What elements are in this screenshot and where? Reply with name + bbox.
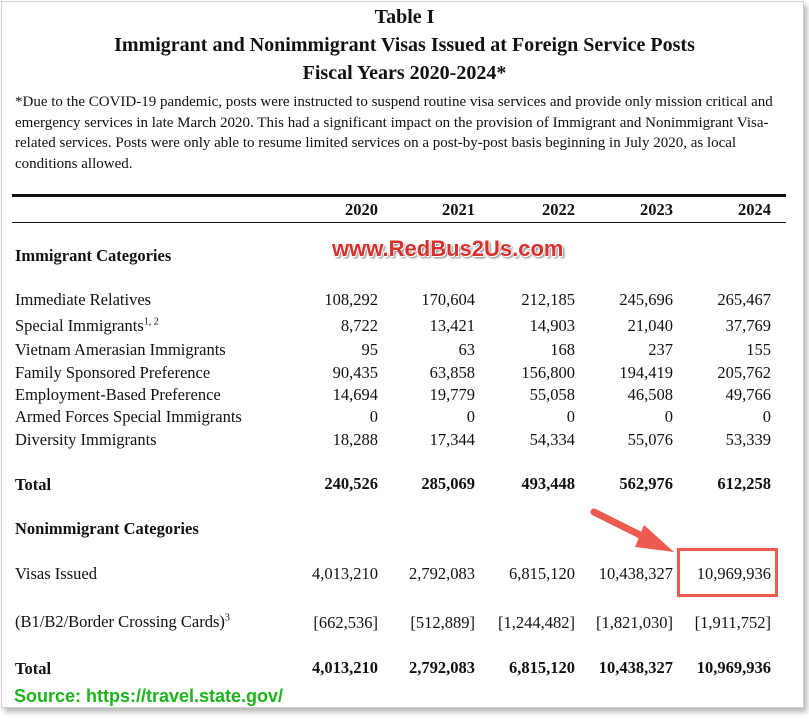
- year-header-2021: 2021: [442, 200, 475, 219]
- table-cell: 21,040: [627, 316, 673, 335]
- table-cell: [1,244,482]: [498, 613, 575, 632]
- table-cell: 2,792,083: [409, 658, 475, 677]
- table-cell: [662,536]: [313, 613, 378, 632]
- table-cell: 245,696: [619, 290, 673, 309]
- table-cell: 6,815,120: [509, 564, 575, 583]
- nonimmigrant-total-label: Total: [15, 659, 52, 678]
- table-cell: 55,058: [529, 385, 575, 404]
- row-label-visas-issued: Visas Issued: [15, 564, 97, 583]
- footnote-marker: 1, 2: [143, 316, 159, 328]
- highlighted-cell: 10,969,936: [696, 564, 771, 583]
- table-cell: 205,762: [717, 363, 771, 382]
- row-label-diversity: Diversity Immigrants: [15, 430, 157, 449]
- table-cell: 54,334: [529, 430, 575, 449]
- table-cell: 10,438,327: [598, 658, 673, 677]
- row-label-text: Special Immigrants: [15, 316, 144, 335]
- row-label-immediate-relatives: Immediate Relatives: [15, 290, 152, 309]
- table-cell: 13,421: [429, 316, 475, 335]
- table-cell: 4,013,210: [312, 564, 378, 583]
- table-cell: 63: [458, 340, 475, 359]
- table-cell: 10,969,936: [696, 658, 771, 677]
- year-header-2023: 2023: [640, 200, 673, 219]
- table-cell: 212,185: [521, 290, 575, 309]
- table-cell: 156,800: [521, 363, 575, 382]
- table-cell: 90,435: [332, 363, 378, 382]
- table-cell: 19,779: [429, 385, 475, 404]
- source-caption: Source: https://travel.state.gov/: [14, 686, 284, 706]
- table-cell: 4,013,210: [312, 658, 378, 677]
- immigrant-categories-heading: Immigrant Categories: [15, 246, 172, 265]
- table-cell: 0: [664, 407, 673, 426]
- table-cell: 18,288: [332, 430, 378, 449]
- table-cell: 0: [762, 407, 771, 426]
- table-cell: 49,766: [725, 385, 771, 404]
- table-cell: 55,076: [627, 430, 673, 449]
- table-cell: 562,976: [619, 474, 673, 493]
- row-label-text: (B1/B2/Border Crossing Cards): [15, 612, 225, 631]
- row-label-armed-forces: Armed Forces Special Immigrants: [15, 407, 242, 426]
- year-header-2024: 2024: [738, 200, 771, 219]
- table-cell: 108,292: [324, 290, 378, 309]
- immigrant-total-label: Total: [15, 475, 52, 494]
- table-cell: 6,815,120: [509, 658, 575, 677]
- table-cell: 0: [566, 407, 575, 426]
- table-cell: 194,419: [619, 363, 673, 382]
- table-cell: 63,858: [429, 363, 475, 382]
- table-cell: 237: [648, 340, 673, 359]
- table-title: Immigrant and Nonimmigrant Visas Issued at Foreign Service Posts: [114, 34, 695, 56]
- table-cell: 170,604: [421, 290, 475, 309]
- table-cell: 53,339: [725, 430, 771, 449]
- table-cell: 0: [369, 407, 378, 426]
- table-cell: 612,258: [717, 474, 771, 493]
- table-cell: 37,769: [725, 316, 771, 335]
- table-cell: 14,694: [332, 385, 378, 404]
- table-cell: 8,722: [340, 316, 378, 335]
- table-cell: 2,792,083: [409, 564, 475, 583]
- table-cell: 493,448: [521, 474, 575, 493]
- year-header-2022: 2022: [542, 200, 575, 219]
- table-number: Table I: [374, 6, 435, 28]
- footnote-marker: 3: [224, 612, 230, 624]
- table-cell: 285,069: [421, 474, 475, 493]
- row-label-vietnam-amerasian: Vietnam Amerasian Immigrants: [15, 340, 226, 359]
- table-cell: [1,821,030]: [596, 613, 673, 632]
- table-cell: 14,903: [529, 316, 575, 335]
- row-label-family-sponsored: Family Sponsored Preference: [15, 363, 211, 382]
- row-label-employment-based: Employment-Based Preference: [15, 385, 221, 404]
- table-cell: [1,911,752]: [694, 613, 771, 632]
- table-cell: 240,526: [324, 474, 378, 493]
- table-cell: 95: [361, 340, 378, 359]
- table-cell: 155: [746, 340, 771, 359]
- table-cell: 0: [466, 407, 475, 426]
- table-cell: [512,889]: [410, 613, 475, 632]
- table-cell: 10,438,327: [598, 564, 673, 583]
- watermark: www.RedBus2Us.com: [332, 236, 564, 261]
- table-cell: 46,508: [627, 385, 673, 404]
- table-subtitle: Fiscal Years 2020-2024*: [302, 62, 507, 84]
- table-cell: 17,344: [429, 430, 475, 449]
- arrow-head: [635, 525, 674, 552]
- table-cell: 168: [550, 340, 575, 359]
- covid-footnote: *Due to the COVID-19 pandemic, posts were instructed to suspend routine visa services and provide only mission critical and emergency services in late March 2020. This had a significant impact on the provision of Immigrant and Nonimmigrant Visa-related services. Posts were only able to resume limited services on a post-by-post basis beginning in July 2020, as local conditions allowed.: [15, 94, 773, 172]
- nonimmigrant-categories-heading: Nonimmigrant Categories: [15, 519, 199, 538]
- table-cell: 265,467: [717, 290, 771, 309]
- year-header-2020: 2020: [345, 200, 378, 219]
